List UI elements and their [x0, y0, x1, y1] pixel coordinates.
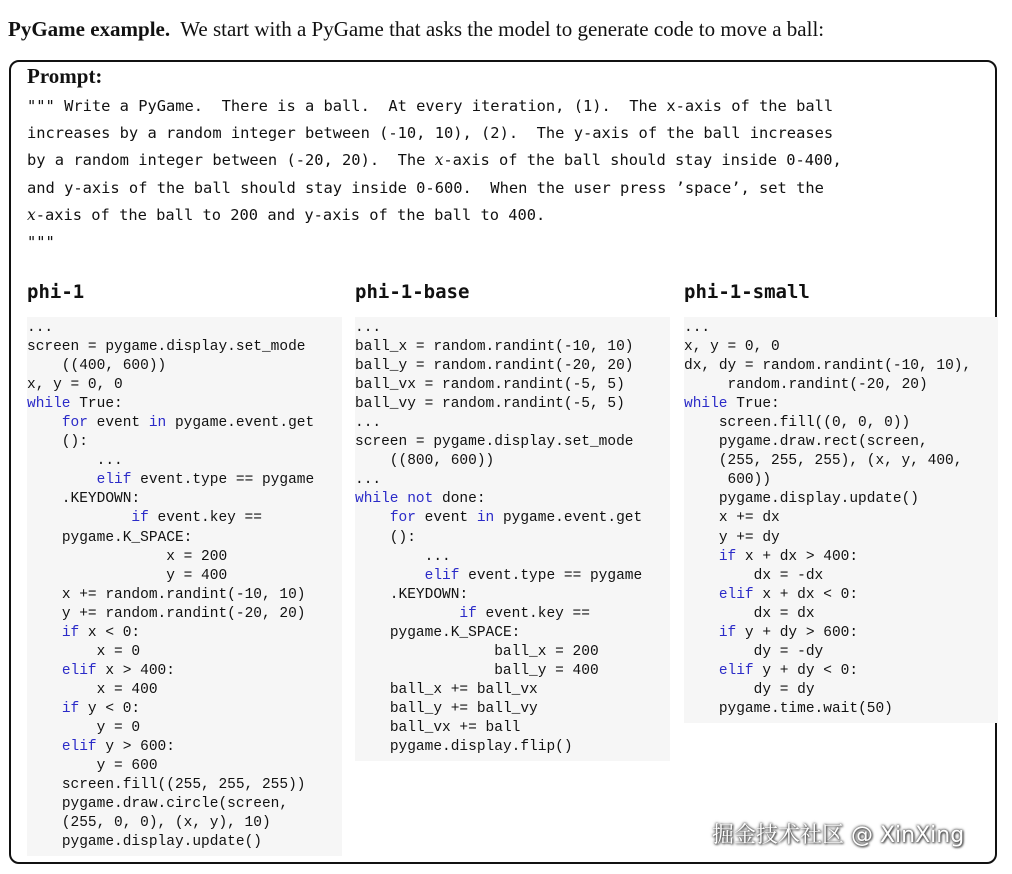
code-line: if x < 0:	[61, 624, 141, 641]
code-keyword: if	[459, 605, 477, 622]
code-line: pygame.display.update()	[61, 834, 262, 851]
code-line: 600))	[684, 472, 772, 489]
code-line: ():	[355, 529, 416, 546]
code-line: dx = -dx	[753, 567, 824, 584]
code-line: elif event.type == pygame	[96, 472, 315, 489]
code-line: pygame.display.flip()	[389, 739, 573, 756]
code-line: screen.fill((255, 255, 255))	[61, 777, 306, 794]
code-line: ():	[27, 434, 88, 451]
prompt-segment: -axis of the ball to 200 and y-axis of the ball to 400.	[35, 205, 546, 224]
code-line: ball_y = random.randint(-20, 20)	[355, 358, 634, 375]
code-keyword: if	[718, 548, 737, 565]
prompt-title: Prompt:	[27, 64, 103, 88]
prompt-segment: increases by a random integer between (-10, 10), (2). The y-axis of the ball increases	[27, 124, 834, 143]
code-line: dy = dy	[753, 681, 815, 698]
prompt-segment: -axis of the ball should stay inside 0-400,	[443, 151, 842, 170]
code-keyword: elif	[718, 662, 754, 679]
code-line: dx, dy = random.randint(-10, 10),	[684, 358, 972, 375]
prompt-segment: by a random integer between (-20, 20). The	[27, 151, 435, 170]
prompt-line	[27, 233, 55, 251]
code-line: x = 0	[96, 643, 141, 660]
code-line: screen = pygame.display.set_mode	[27, 339, 306, 356]
code-line: pygame.draw.circle(screen,	[61, 796, 289, 813]
code-line: ...	[684, 320, 711, 336]
code-keyword: if	[61, 700, 80, 717]
code-keyword: in	[476, 510, 495, 527]
code-line: ...	[355, 415, 382, 432]
code-line: elif x > 400:	[61, 662, 175, 679]
code-keyword: elif	[61, 739, 97, 756]
code-line: elif x + dx < 0:	[718, 586, 859, 603]
code-keyword: for	[61, 415, 88, 432]
code-line: ...	[355, 320, 382, 336]
intro-text: We start with a PyGame that asks the model to generate code to move a ball:	[180, 17, 825, 41]
code-line: x, y = 0, 0	[27, 377, 123, 394]
code-line: .KEYDOWN:	[27, 491, 141, 508]
code-line: y = 400	[166, 567, 228, 584]
code-line: x, y = 0, 0	[684, 339, 780, 356]
code-line: .KEYDOWN:	[355, 586, 469, 603]
code-line: x = 200	[166, 548, 228, 565]
intro-bold-label: PyGame example.	[8, 17, 171, 41]
prompt-line	[27, 97, 833, 115]
code-keyword: while	[684, 396, 728, 413]
code-line: y += random.randint(-20, 20)	[61, 605, 306, 622]
code-line: pygame.time.wait(50)	[718, 700, 893, 717]
code-line: ball_x = random.randint(-10, 10)	[355, 339, 634, 356]
code-line: pygame.draw.rect(screen,	[718, 434, 928, 451]
code-line: for event in pygame.event.get	[61, 415, 315, 432]
code-keyword: if	[61, 624, 80, 641]
code-keyword: elif	[96, 472, 132, 489]
math-variable: x	[434, 151, 444, 170]
code-line: while True:	[684, 396, 780, 413]
code-line: elif y > 600:	[61, 739, 175, 756]
code-line: ball_vx = random.randint(-5, 5)	[355, 377, 625, 394]
code-line: ((400, 600))	[27, 358, 167, 375]
code-block-phi-1	[27, 317, 342, 856]
intro-paragraph	[8, 17, 824, 42]
code-line: y = 600	[96, 758, 158, 775]
code-line: ball_vx += ball	[389, 719, 521, 736]
code-line: ball_y += ball_vy	[389, 700, 538, 717]
code-line: for event in pygame.event.get	[389, 510, 643, 527]
code-line: x += random.randint(-10, 10)	[61, 586, 306, 603]
code-line: dy = -dy	[753, 643, 824, 660]
code-line: ball_x = 200	[494, 643, 599, 660]
code-line: ball_x += ball_vx	[389, 681, 538, 698]
prompt-segment: """	[27, 233, 55, 252]
code-line: pygame.K_SPACE:	[61, 529, 193, 546]
code-line: dx = dx	[753, 605, 815, 622]
prompt-line	[27, 124, 833, 142]
prompt-line	[27, 151, 842, 169]
code-line: y = 0	[96, 719, 141, 736]
code-keyword: for	[389, 510, 416, 527]
code-line: ...	[27, 320, 54, 336]
code-line: ...	[355, 472, 382, 489]
code-line: random.randint(-20, 20)	[727, 377, 928, 394]
prompt-line	[27, 206, 545, 224]
prompt-text	[27, 93, 987, 256]
code-keyword: if	[131, 510, 149, 527]
code-keyword: elif	[718, 586, 754, 603]
code-keyword: while	[27, 396, 71, 413]
column-title-phi-1-small: phi-1-small	[684, 281, 810, 303]
code-line: if x + dx > 400:	[718, 548, 859, 565]
prompt-segment: and y-axis of the ball should stay inside 0-600. When the user press ’space’, set the	[27, 178, 824, 197]
code-line: while not done:	[355, 491, 486, 508]
code-line: while True:	[27, 396, 123, 413]
code-line: ball_y = 400	[494, 662, 599, 679]
code-line: if y < 0:	[61, 700, 141, 717]
prompt-segment: """ Write a PyGame. There is a ball. At every iteration, (1). The x-axis of the ball	[27, 97, 834, 115]
code-line: ...	[27, 453, 123, 470]
code-line: screen.fill((0, 0, 0))	[718, 415, 911, 432]
code-block-phi-1-small	[684, 317, 998, 723]
prompt-line	[27, 179, 824, 197]
code-line: pygame.K_SPACE:	[389, 624, 521, 641]
code-keyword: in	[148, 415, 167, 432]
code-line: (255, 0, 0), (x, y), 10)	[27, 815, 271, 832]
code-line: elif y + dy < 0:	[718, 662, 859, 679]
code-block-phi-1-base	[355, 317, 670, 761]
code-keyword: not	[407, 491, 434, 508]
code-line: elif event.type == pygame	[424, 567, 643, 584]
code-line: ((800, 600))	[355, 453, 495, 470]
code-line: y += dy	[718, 529, 780, 546]
code-line: if event.key ==	[131, 510, 262, 527]
code-line: ...	[355, 548, 451, 565]
code-line: pygame.display.update()	[718, 491, 919, 508]
code-line: if event.key ==	[459, 605, 590, 622]
code-line: x += dx	[718, 510, 780, 527]
code-keyword: if	[718, 624, 737, 641]
column-title-phi-1: phi-1	[27, 281, 85, 303]
code-line: if y + dy > 600:	[718, 624, 859, 641]
code-line: (255, 255, 255), (x, y, 400,	[684, 453, 963, 470]
code-keyword: elif	[424, 567, 460, 584]
watermark: 掘金技术社区 @ XinXing	[712, 823, 965, 848]
code-line: x = 400	[96, 681, 158, 698]
math-variable: x	[27, 205, 36, 224]
code-line: ball_vy = random.randint(-5, 5)	[355, 396, 625, 413]
column-title-phi-1-base: phi-1-base	[355, 281, 470, 303]
code-line: screen = pygame.display.set_mode	[355, 434, 634, 451]
code-keyword: while	[355, 491, 399, 508]
code-keyword: elif	[61, 662, 97, 679]
